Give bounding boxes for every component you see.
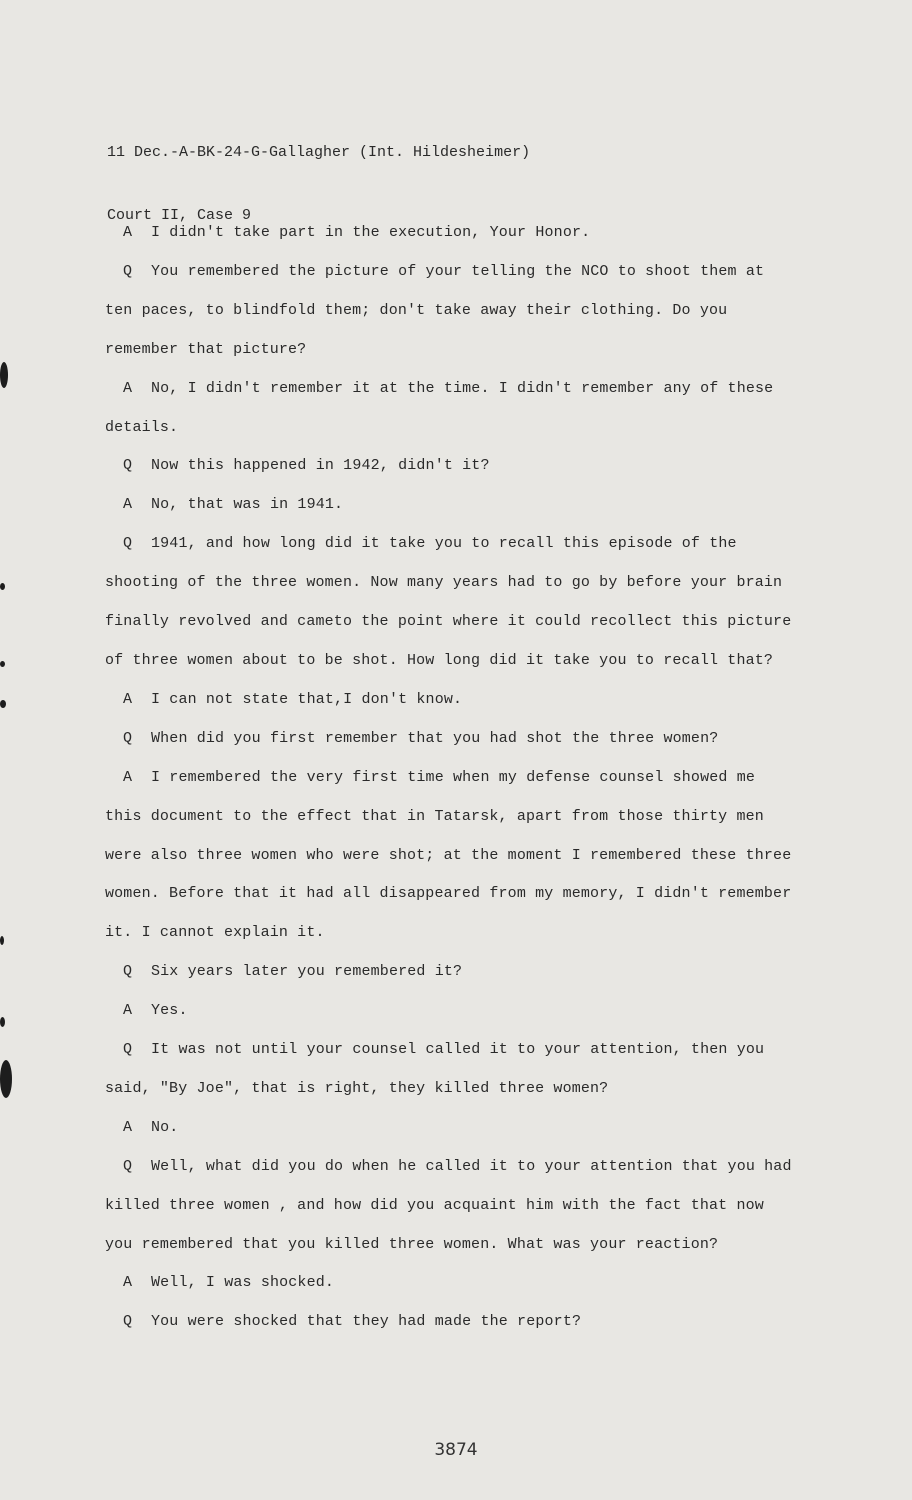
transcript-entry bbox=[105, 720, 795, 759]
transcript-entry bbox=[105, 253, 795, 370]
entry-text: When did you first remember that you had shot the three women? bbox=[151, 729, 719, 747]
entry-text: You remembered the picture of your telling the NCO to shoot them at ten paces, to blindfold them; don't take away their clothing. Do you remember that picture? bbox=[105, 262, 765, 358]
entry-text: Well, I was shocked. bbox=[151, 1274, 335, 1292]
transcript-entry bbox=[105, 759, 795, 954]
speaker-label: Q bbox=[123, 1157, 133, 1175]
entry-text: Yes. bbox=[151, 1002, 188, 1020]
entry-text: 1941, and how long did it take you to recall this episode of the shooting of the three women. Now many years had to go by before your brain finally revolved and cameto the point where it could recollect this picture of three women about to be shot. How long did it take you to recall that? bbox=[105, 535, 792, 669]
speaker-label: Q bbox=[123, 457, 133, 475]
speaker-label: Q bbox=[123, 1041, 133, 1059]
entry-text: No, I didn't remember it at the time. I didn't remember any of these details. bbox=[105, 379, 774, 436]
speaker-label: A bbox=[123, 768, 133, 786]
transcript-entry bbox=[105, 992, 795, 1031]
edge-mark bbox=[0, 1017, 5, 1027]
transcript-entry bbox=[105, 1148, 795, 1265]
edge-mark bbox=[0, 1060, 12, 1098]
edge-mark bbox=[0, 583, 5, 590]
page-number: 3874 bbox=[434, 1440, 478, 1460]
edge-mark bbox=[0, 700, 6, 708]
entry-text: I didn't take part in the execution, Your Honor. bbox=[151, 224, 591, 241]
transcript-entry bbox=[105, 370, 795, 448]
transcript-entry bbox=[105, 214, 795, 253]
speaker-label: Q bbox=[123, 1313, 133, 1331]
entry-text: Six years later you remembered it? bbox=[151, 963, 463, 981]
entry-text: I remembered the very first time when my defense counsel showed me this document to the effect that in Tatarsk, apart from those thirty men were also three women who were shot; at the moment I remembered these three women. Before that it had all disappeared from my memory, I didn't remember it. I cannot explain it. bbox=[105, 768, 792, 942]
entry-text: You were shocked that they had made the report? bbox=[151, 1313, 582, 1331]
speaker-label: Q bbox=[123, 729, 133, 747]
speaker-label: A bbox=[123, 496, 133, 514]
speaker-label: Q bbox=[123, 535, 133, 553]
header-line-1: 11 Dec.-A-BK-24-G-Gallagher (Int. Hildesheimer) bbox=[107, 144, 531, 161]
entry-text: No, that was in 1941. bbox=[151, 496, 344, 514]
speaker-label: A bbox=[123, 690, 133, 708]
transcript-entry bbox=[105, 447, 795, 486]
transcript-entry bbox=[105, 525, 795, 681]
entry-text: I can not state that,I don't know. bbox=[151, 690, 463, 708]
speaker-label: A bbox=[123, 1118, 133, 1136]
edge-mark bbox=[0, 661, 5, 667]
edge-mark bbox=[0, 362, 8, 388]
entry-text: No. bbox=[151, 1118, 179, 1136]
speaker-label: A bbox=[123, 1002, 133, 1020]
transcript-entry bbox=[105, 1031, 795, 1109]
transcript-entry bbox=[105, 953, 795, 992]
entry-text: It was not until your counsel called it to your attention, then you said, "By Joe", that is right, they killed three women? bbox=[105, 1041, 765, 1097]
transcript-entry bbox=[105, 486, 795, 525]
transcript-entry bbox=[105, 681, 795, 720]
entry-text: Well, what did you do when he called it to your attention that you had killed three women , and how did you acquaint him with the fact that now you remembered that you killed three women. What was your reaction? bbox=[105, 1157, 792, 1253]
entry-text: Now this happened in 1942, didn't it? bbox=[151, 457, 490, 475]
speaker-label: A bbox=[123, 379, 133, 397]
transcript bbox=[105, 214, 795, 1342]
speaker-label: Q bbox=[123, 963, 133, 981]
speaker-label: A bbox=[123, 224, 133, 241]
transcript-entry bbox=[105, 1303, 795, 1342]
transcript-entry bbox=[105, 1264, 795, 1303]
speaker-label: Q bbox=[123, 262, 133, 280]
header-line-2: Court II, Case 9 bbox=[107, 207, 252, 224]
speaker-label: A bbox=[123, 1274, 133, 1292]
transcript-entry bbox=[105, 1109, 795, 1148]
edge-mark bbox=[0, 936, 4, 945]
